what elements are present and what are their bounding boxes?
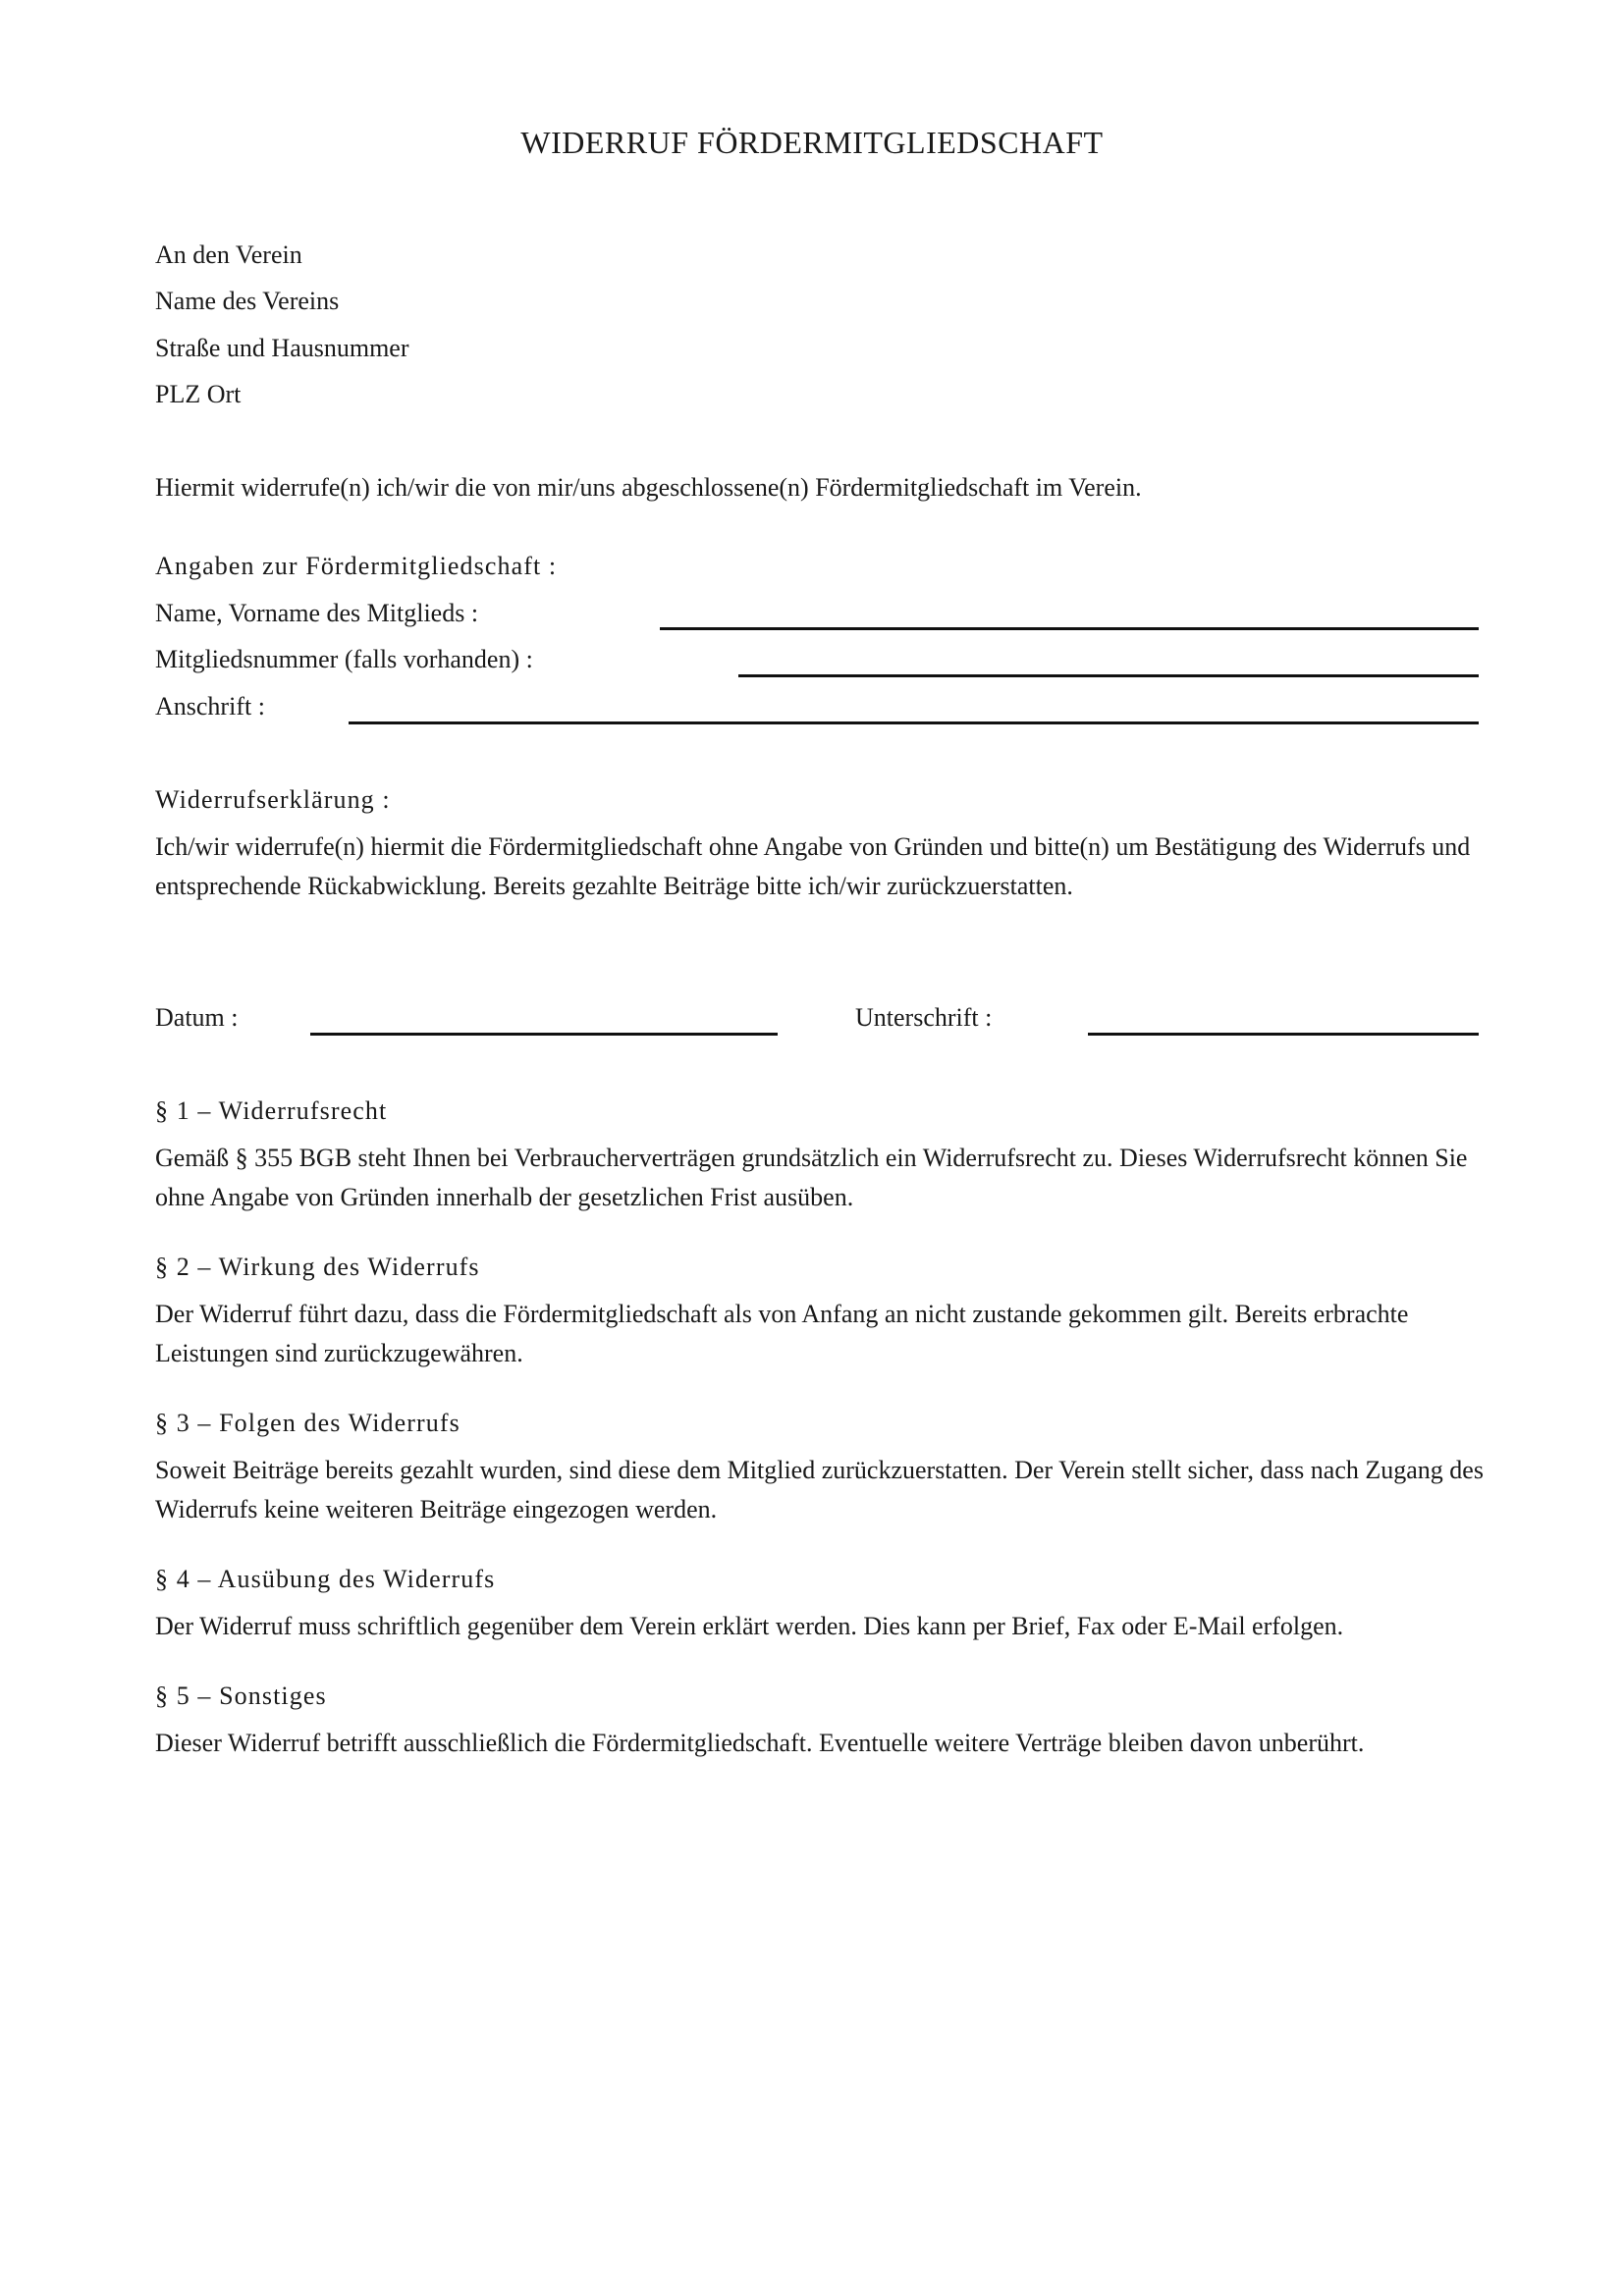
recipient-line-3: Straße und Hausnummer — [155, 334, 409, 362]
declaration-heading: Widerrufserklärung : — [155, 785, 391, 814]
section-2-text: Der Widerruf führt dazu, dass die Fördermitgliedschaft als von Anfang an nicht zustande gekommen gilt. Bereits erbrachte Leistungen sind zurückzugewähren. — [155, 1300, 1409, 1367]
member-number-field[interactable] — [738, 674, 1479, 677]
signature-field[interactable] — [1088, 1033, 1479, 1036]
section-2-heading: § 2 – Wirkung des Widerrufs — [155, 1253, 480, 1281]
address-label: Anschrift : — [155, 692, 265, 721]
recipient-line-1: An den Verein — [155, 240, 302, 269]
section-1-heading: § 1 – Widerrufsrecht — [155, 1096, 388, 1125]
section-1-text: Gemäß § 355 BGB steht Ihnen bei Verbraucherverträgen grundsätzlich ein Widerrufsrecht zu. Dieses Widerrufsrecht können Sie ohne Angabe von Gründen innerhalb der gesetzlichen Frist ausüben. — [155, 1144, 1468, 1211]
recipient-line-2: Name des Vereins — [155, 287, 340, 315]
document-title: WIDERRUF FÖRDERMITGLIEDSCHAFT — [520, 125, 1104, 160]
section-3-heading: § 3 – Folgen des Widerrufs — [155, 1409, 460, 1437]
details-heading: Angaben zur Fördermitgliedschaft : — [155, 552, 558, 580]
section-4-heading: § 4 – Ausübung des Widerrufs — [155, 1565, 496, 1593]
section-5-text: Dieser Widerruf betrifft ausschließlich die Fördermitgliedschaft. Eventuelle weitere Verträge bleiben davon unberührt. — [155, 1729, 1365, 1757]
recipient-line-4: PLZ Ort — [155, 380, 242, 408]
intro-text: Hiermit widerrufe(n) ich/wir die von mir/uns abgeschlossene(n) Fördermitgliedschaft im Verein. — [155, 473, 1142, 502]
section-5-heading: § 5 – Sonstiges — [155, 1682, 327, 1710]
member-name-field[interactable] — [660, 627, 1479, 630]
signature-label: Unterschrift : — [855, 1003, 993, 1032]
date-field[interactable] — [310, 1033, 778, 1036]
section-4-text: Der Widerruf muss schriftlich gegenüber dem Verein erklärt werden. Dies kann per Brief, Fax oder E-Mail erfolgen. — [155, 1612, 1344, 1640]
member-name-label: Name, Vorname des Mitglieds : — [155, 599, 479, 627]
section-3-text: Soweit Beiträge bereits gezahlt wurden, sind diese dem Mitglied zurückzuerstatten. Der Verein stellt sicher, dass nach Zugang des Widerrufs keine weiteren Beiträge eingezogen werden. — [155, 1456, 1484, 1523]
address-field[interactable] — [349, 721, 1479, 724]
date-label: Datum : — [155, 1003, 239, 1032]
declaration-text: Ich/wir widerrufe(n) hiermit die Fördermitgliedschaft ohne Angabe von Gründen und bitte(n) um Bestätigung des Widerrufs und entsprechende Rückabwicklung. Bereits gezahlte Beiträge bitte ich/wir zurückzuerstatten. — [155, 832, 1471, 900]
member-number-label: Mitgliedsnummer (falls vorhanden) : — [155, 645, 533, 673]
